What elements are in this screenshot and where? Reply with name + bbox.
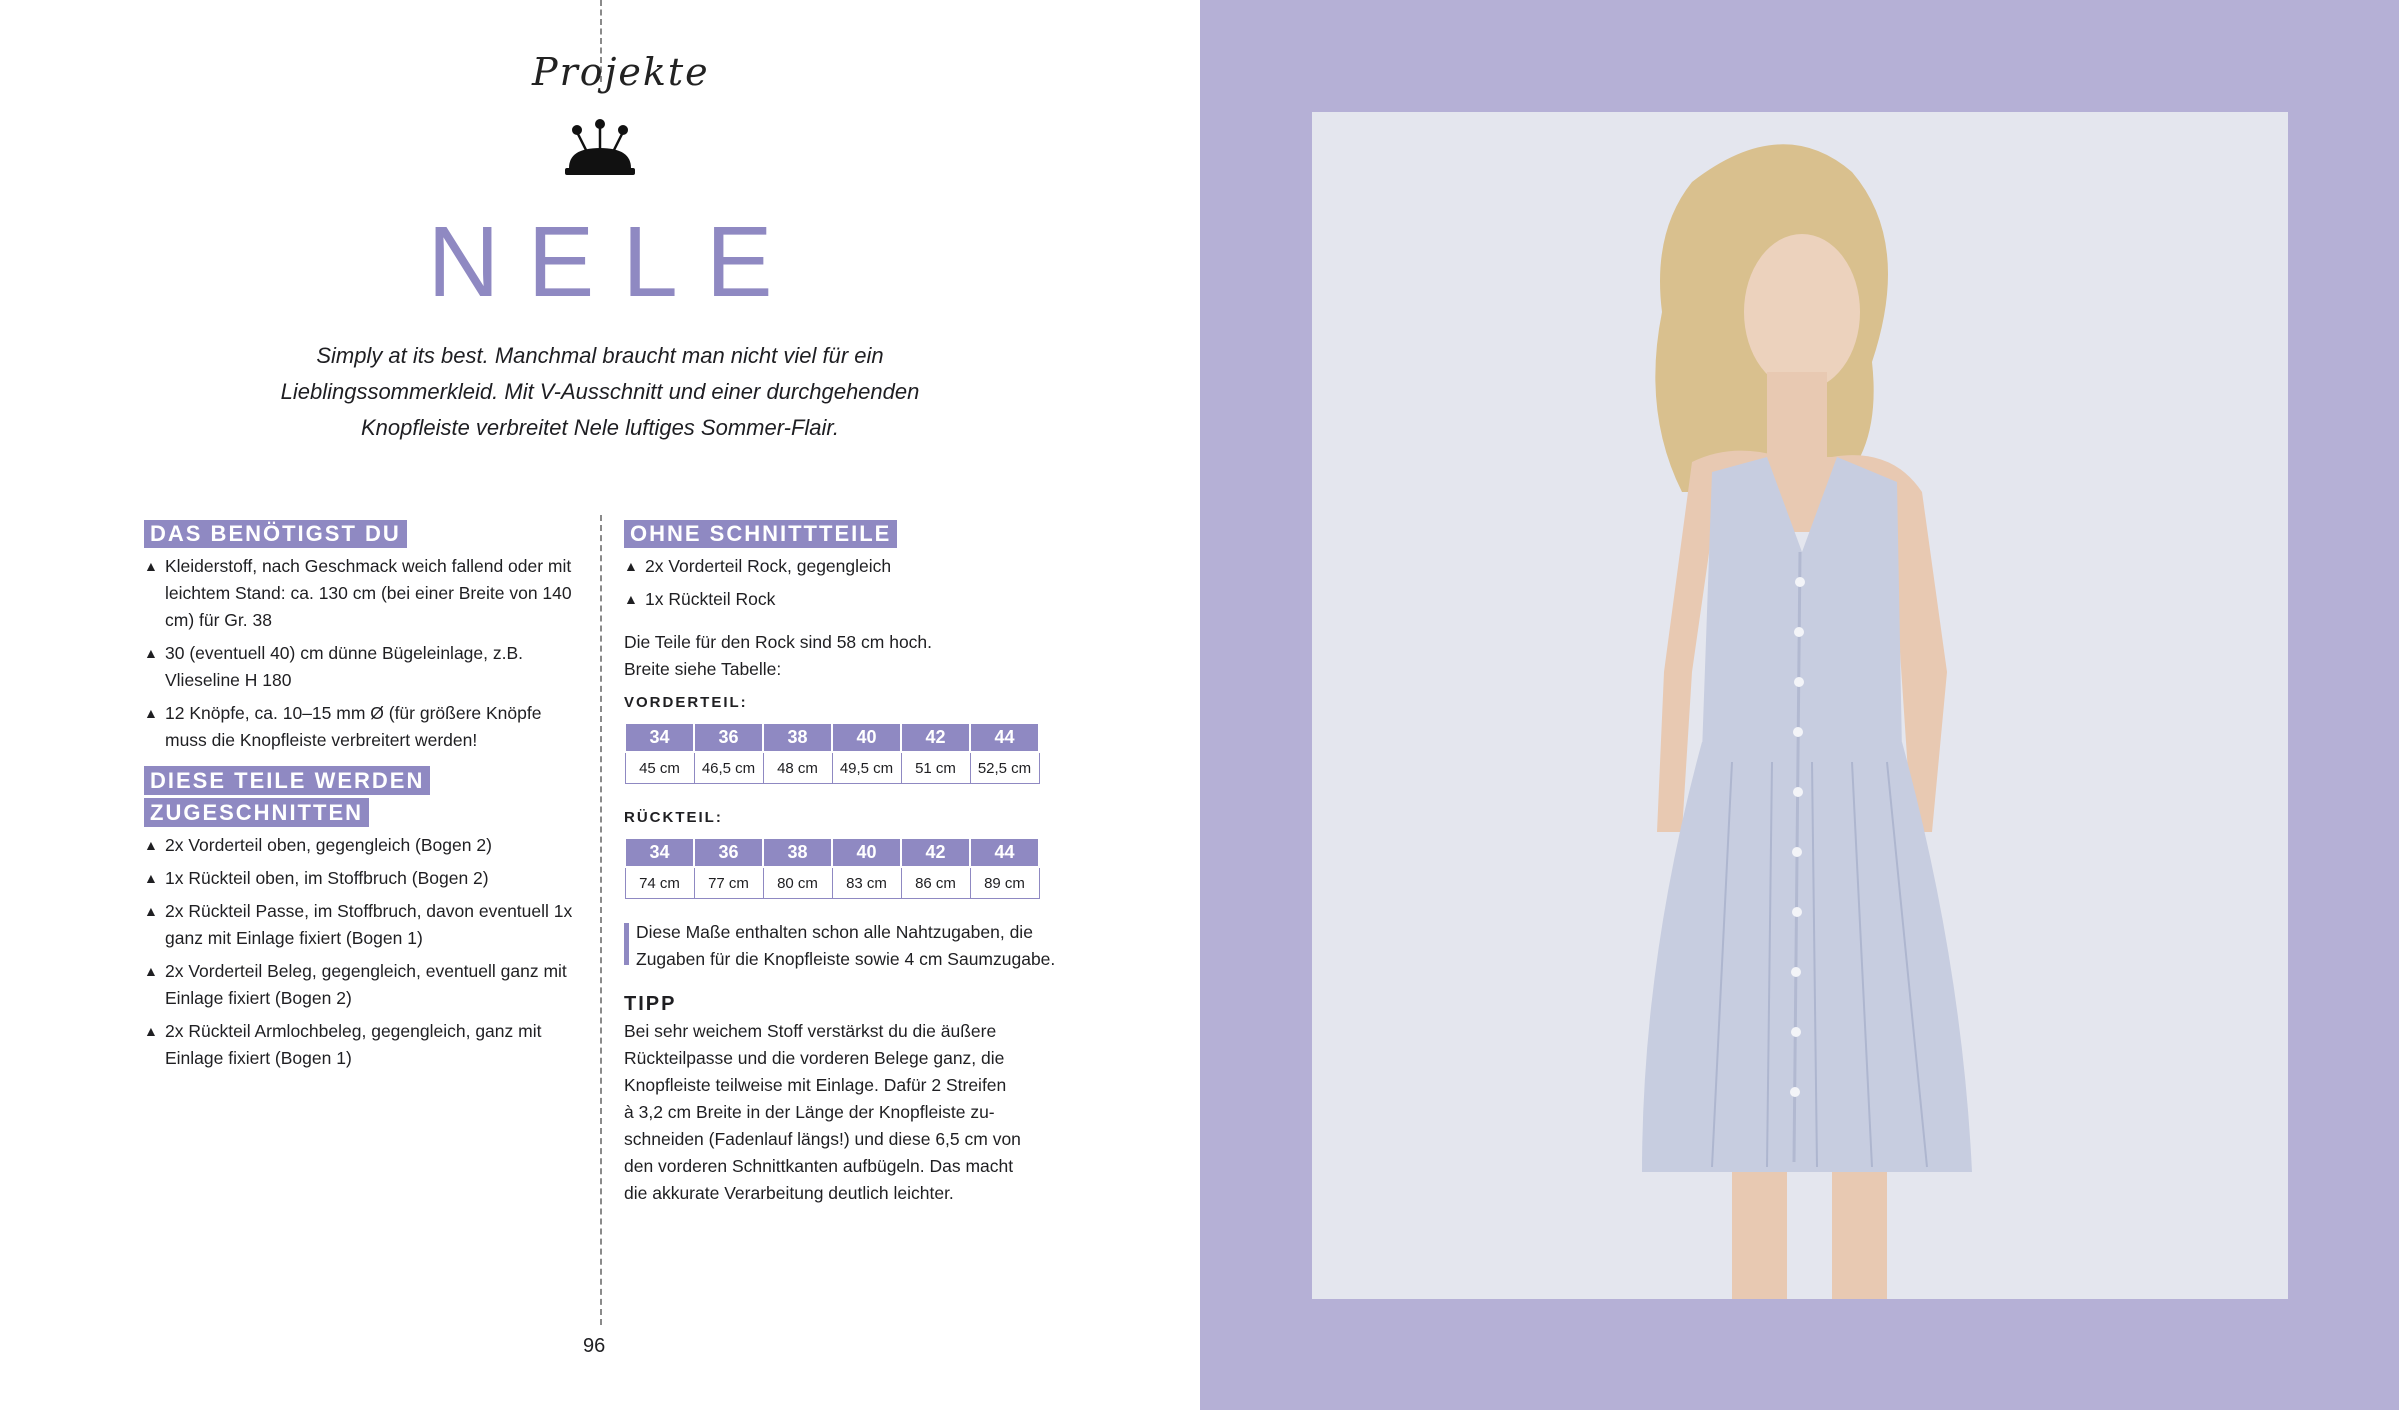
needs-list bbox=[144, 553, 574, 754]
width-cell: 45 cm bbox=[625, 752, 694, 784]
triangle-bullet-icon: ▲ bbox=[144, 645, 158, 661]
back-size-table bbox=[624, 837, 1040, 899]
cut-list bbox=[144, 832, 574, 1072]
cut-heading: DIESE TEILE WERDEN ZUGESCHNITTEN bbox=[144, 764, 574, 828]
page-title: NELE bbox=[427, 206, 801, 318]
tip-heading: TIPP bbox=[624, 993, 677, 1015]
list-item: ▲ 2x Vorderteil oben, gegengleich (Bogen 2) bbox=[144, 832, 574, 859]
size-cell: 34 bbox=[625, 723, 694, 752]
width-cell: 51 cm bbox=[901, 752, 970, 784]
intro-text bbox=[230, 338, 970, 446]
size-cell: 40 bbox=[832, 838, 901, 867]
needs-heading: DAS BENÖTIGST DU bbox=[144, 520, 407, 548]
size-cell: 44 bbox=[970, 723, 1039, 752]
triangle-bullet-icon: ▲ bbox=[144, 870, 158, 886]
width-cell: 89 cm bbox=[970, 867, 1039, 899]
model-illustration bbox=[1312, 112, 2288, 1299]
triangle-bullet-icon: ▲ bbox=[144, 837, 158, 853]
list-item: ▲ 1x Rückteil Rock bbox=[624, 586, 1084, 613]
pincushion-icon bbox=[555, 118, 645, 178]
size-cell: 36 bbox=[694, 723, 763, 752]
size-cell: 40 bbox=[832, 723, 901, 752]
dashed-divider-middle bbox=[600, 515, 602, 1325]
intro-line: Knopfleiste verbreitet Nele luftiges Sommer-Flair. bbox=[360, 415, 840, 440]
back-table-label: RÜCKTEIL: bbox=[624, 809, 723, 826]
width-cell: 77 cm bbox=[694, 867, 763, 899]
list-item: ▲ 2x Vorderteil Rock, gegengleich bbox=[624, 553, 1084, 580]
table-header-row bbox=[625, 723, 1039, 752]
intro-line: Lieblingssommerkleid. Mit V-Ausschnitt und einer durchgehenden bbox=[280, 379, 920, 404]
width-cell: 86 cm bbox=[901, 867, 970, 899]
no-pattern-list bbox=[624, 553, 1084, 613]
right-column bbox=[624, 520, 1084, 1207]
note-box: Diese Maße enthalten schon alle Nahtzugaben, die Zugaben für die Knopfleiste sowie 4 cm Saumzugabe. bbox=[624, 919, 1084, 973]
triangle-bullet-icon: ▲ bbox=[624, 591, 638, 607]
note-bar bbox=[624, 923, 629, 965]
front-size-table bbox=[624, 722, 1040, 784]
size-cell: 42 bbox=[901, 723, 970, 752]
table-row bbox=[625, 867, 1039, 899]
size-cell: 36 bbox=[694, 838, 763, 867]
width-cell: 52,5 cm bbox=[970, 752, 1039, 784]
list-item: ▲ 2x Rückteil Armlochbeleg, gegengleich, ganz mit Einlage fixiert (Bogen 1) bbox=[144, 1018, 574, 1072]
triangle-bullet-icon: ▲ bbox=[144, 1023, 158, 1039]
table-row bbox=[625, 752, 1039, 784]
size-cell: 44 bbox=[970, 838, 1039, 867]
width-cell: 48 cm bbox=[763, 752, 832, 784]
tip-text: Bei sehr weichem Stoff verstärkst du die äußere Rückteilpasse und die vorderen Belege ganz, die Knopfleiste teilweise mit Einlage. Dafür 2 Streifen à 3,2 cm Breite in der Länge der Knopfleiste zu- schneiden (Fadenlauf längs!) und diese 6,5 cm von den vorderen Schnittkanten aufbügeln. Das macht die akkurate Verarbeitung deutlich leichter. bbox=[624, 1021, 1021, 1203]
width-cell: 74 cm bbox=[625, 867, 694, 899]
dress-photo bbox=[1312, 112, 2288, 1299]
width-cell: 49,5 cm bbox=[832, 752, 901, 784]
list-item: ▲ 2x Rückteil Passe, im Stoffbruch, davon eventuell 1x ganz mit Einlage fixiert (Bogen 1) bbox=[144, 898, 574, 952]
list-item: ▲ 12 Knöpfe, ca. 10–15 mm Ø (für größere Knöpfe muss die Knopfleiste verbreitert werden! bbox=[144, 700, 574, 754]
triangle-bullet-icon: ▲ bbox=[144, 903, 158, 919]
front-table-label: VORDERTEIL: bbox=[624, 694, 748, 711]
width-cell: 80 cm bbox=[763, 867, 832, 899]
width-cell: 46,5 cm bbox=[694, 752, 763, 784]
skirt-text: Die Teile für den Rock sind 58 cm hoch. Breite siehe Tabelle: bbox=[624, 632, 933, 679]
triangle-bullet-icon: ▲ bbox=[144, 558, 158, 574]
size-cell: 42 bbox=[901, 838, 970, 867]
list-item: ▲ 1x Rückteil oben, im Stoffbruch (Bogen 2) bbox=[144, 865, 574, 892]
triangle-bullet-icon: ▲ bbox=[624, 558, 638, 574]
size-cell: 34 bbox=[625, 838, 694, 867]
intro-line: Simply at its best. Manchmal braucht man nicht viel für ein bbox=[316, 343, 884, 368]
left-column bbox=[144, 520, 574, 1078]
size-cell: 38 bbox=[763, 723, 832, 752]
list-item: ▲ Kleiderstoff, nach Geschmack weich fallend oder mit leichtem Stand: ca. 130 cm (bei einer Breite von 140 cm) für Gr. 38 bbox=[144, 553, 574, 634]
table-header-row bbox=[625, 838, 1039, 867]
page-number: 96 bbox=[583, 1335, 606, 1357]
triangle-bullet-icon: ▲ bbox=[144, 963, 158, 979]
section-label: Projekte bbox=[532, 50, 710, 94]
triangle-bullet-icon: ▲ bbox=[144, 705, 158, 721]
list-item: ▲ 30 (eventuell 40) cm dünne Bügeleinlage, z.B. Vlieseline H 180 bbox=[144, 640, 574, 694]
no-pattern-heading: OHNE SCHNITTTEILE bbox=[624, 520, 897, 548]
list-item: ▲ 2x Vorderteil Beleg, gegengleich, eventuell ganz mit Einlage fixiert (Bogen 2) bbox=[144, 958, 574, 1012]
size-cell: 38 bbox=[763, 838, 832, 867]
width-cell: 83 cm bbox=[832, 867, 901, 899]
